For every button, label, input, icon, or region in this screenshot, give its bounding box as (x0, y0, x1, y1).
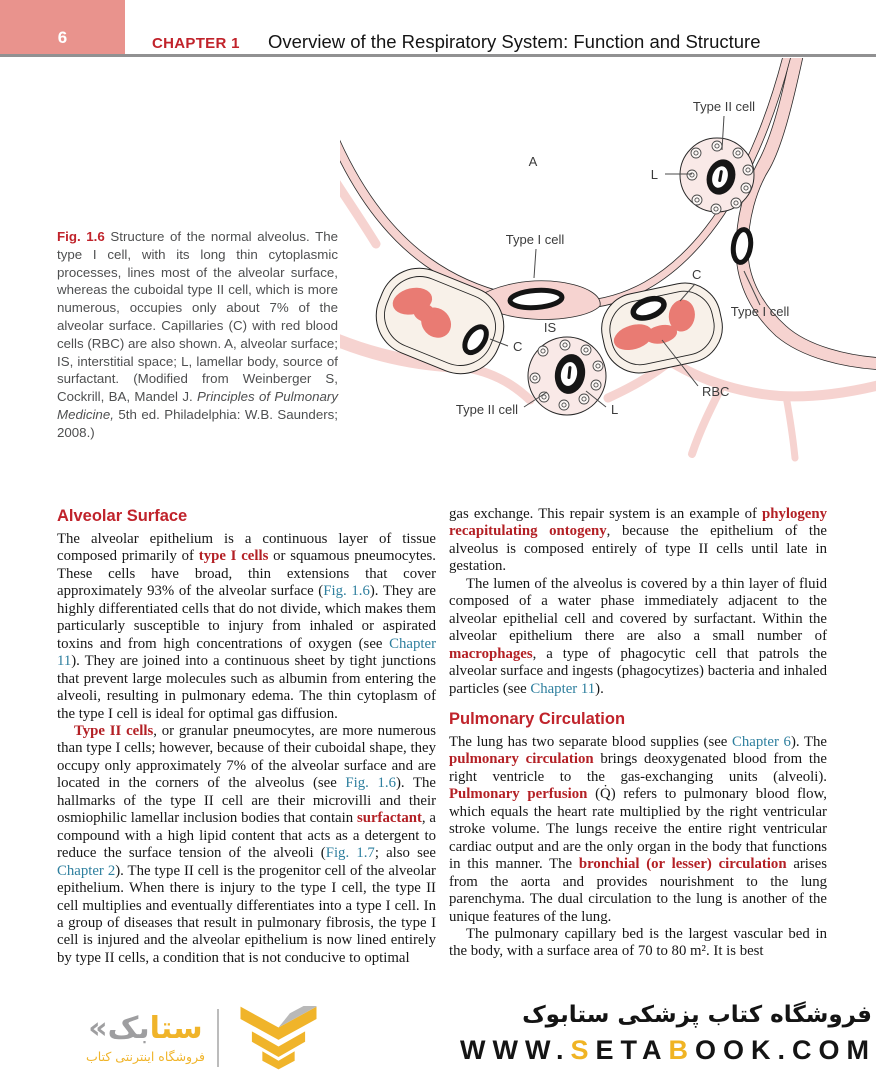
text-segment: bronchial (or lesser) circulation (578, 856, 787, 873)
paragraph (449, 926, 827, 961)
text-segment: macrophages (449, 645, 533, 662)
text-segment: The pulmonary capillary bed is the largest vascular bed in the body, with a surface area of 70 to 80 m². It is best (449, 925, 827, 960)
label-lamellar-bottom: L (611, 402, 619, 417)
logo-chevron-mark: « (88, 1011, 108, 1046)
logo-wordmark (88, 1012, 202, 1046)
alveolus-diagram (340, 58, 876, 466)
text-segment: The lung has two separate blood supplies (see (449, 733, 733, 750)
text-segment: S (570, 1035, 596, 1065)
text-segment: ETA (595, 1035, 669, 1065)
label-type1-right: Type I cell (730, 304, 790, 319)
text-segment: ). They are joined into a continuous sheet by tight junctions that prevent large molecules such as albumin from entering the alveoli, resulting in pulmonary edema. The thin cytoplasm of the type I cell is ideal for optimal gas diffusion. (57, 653, 436, 722)
footer-watermark (0, 998, 876, 1080)
header-rule (0, 54, 876, 57)
text-segment: Fig. 1.6 (57, 229, 105, 244)
type1-nucleus (509, 289, 562, 310)
label-lamellar-top: L (650, 167, 658, 182)
paragraph (449, 576, 827, 698)
text-segment: Structure of the normal alveolus. The type I cell, with its long thin cytoplasmic processes, lines most of the alveolar surface, whereas the cuboidal type II cell, which is more numerous, occupies only about 7% of the alveolar surface. Capillaries (C) with red blood cells (RBC) are also shown. A, alveolar surface; IS, interstitial space; L, lamellar body, source of surfactant. (Modified from Weinberger S, Cockrill, BA, Mandel J. (57, 229, 339, 405)
text-segment: ). The hallmarks of the type II cell are their microvilli and their osmiophilic lamellar inclusion bodies that contain (57, 775, 436, 827)
text-segment: ; also see (374, 845, 436, 862)
label-type1-center: Type I cell (505, 232, 565, 247)
logo-wordmark-block (86, 1012, 205, 1064)
chevron-emblem-icon (231, 1006, 326, 1070)
figure-caption (57, 228, 338, 442)
text-segment: Principles of Pulmonary Medicine, (57, 389, 338, 422)
cross-reference-link[interactable]: Chapter 2 (57, 862, 116, 879)
paragraph (57, 723, 436, 967)
cross-reference-link[interactable]: Chapter 11 (57, 635, 436, 670)
column-left (57, 506, 436, 967)
text-segment: OOK.COM (695, 1035, 876, 1065)
logo-divider (217, 1009, 219, 1067)
chapter-label: CHAPTER 1 (152, 35, 240, 52)
text-segment: ). The type II cell is the progenitor cell of the alveolar epithelium. When there is injury to the type I cell, the type II cell multiplies and eventually differentiates into a type I cell. In a group of diseases that result in pulmonary fibrosis, the type I cell is injured and the alveolar epithelium is now lined entirely by type II cells, a condition that is not conducive to optimal (57, 862, 436, 966)
logo-wordmark-gray: بک (107, 1011, 150, 1046)
type2-cell-bottom (528, 337, 606, 415)
cross-reference-link[interactable]: Chapter 6 (732, 733, 791, 750)
logo-wordmark-gold: ستا (149, 1011, 203, 1046)
cross-reference-link[interactable]: Fig. 1.6 (323, 583, 370, 600)
text-segment: Type II cells (74, 722, 154, 739)
text-segment: arises from the aorta and provides nourishment to the lung parenchyma. The dual circulation to the lung is another of the unique features of the lung. (449, 856, 828, 925)
paragraph (57, 531, 436, 723)
label-interstitial-space: IS (543, 320, 557, 335)
text-segment: or squamous pneumocytes. These cells have broad, thin extensions that cover approximately 93% of the alveolar surface ( (57, 548, 436, 600)
cross-reference-link[interactable]: Fig. 1.6 (345, 775, 396, 792)
cross-reference-link[interactable]: Fig. 1.7 (325, 845, 375, 862)
chapter-title: Overview of the Respiratory System: Function and Structure (268, 31, 761, 52)
text-segment: , a type of phagocytic cell that patrols the alveolar surface and ingests (phagocytizes) bacteria and inhaled particles (see (449, 645, 827, 697)
text-segment: (Q̇) refers to pulmonary blood flow, which equals the heart rate multiplied by the right ventricular stroke volume. The lungs receive the entire right ventricular cardiac output and are the only organ in the body that functions in this manner. The (449, 786, 827, 873)
text-segment: Pulmonary perfusion (449, 786, 588, 803)
capillary-left (364, 256, 516, 386)
label-capillary-left: C (513, 339, 523, 354)
septal-wall-right (736, 58, 876, 370)
text-segment: B (668, 1035, 695, 1065)
cross-reference-link[interactable]: Chapter 11 (530, 680, 596, 697)
text-segment: 5th ed. Philadelphia: W.B. Saunders; 2008.) (57, 406, 338, 440)
capillary-right (595, 276, 729, 379)
site-url[interactable] (460, 1035, 876, 1066)
logo-tagline: فروشگاه اینترنتی کتاب (86, 1049, 205, 1064)
label-rbc: RBC (702, 384, 730, 399)
text-segment: WWW. (460, 1035, 571, 1065)
paragraph (449, 506, 827, 576)
text-segment: , or granular pneumocytes, are more numerous than type I cells; however, because of their cuboidal shape, they occupy only approximately 7% of the alveolar surface and are located in the corners of the alveolus (see (57, 722, 436, 792)
text-segment: gas exchange. This repair system is an example of (449, 506, 763, 522)
text-segment: The alveolar epithelium is a continuous layer of tissue composed primarily of (57, 531, 436, 565)
paragraph (449, 734, 827, 926)
label-alveolar-space: A (528, 154, 538, 169)
text-segment: brings deoxygenated blood from the right ventricle to the gas-exchanging units (alveoli). (449, 751, 827, 785)
text-segment: ). (595, 680, 604, 697)
text-segment: The lumen of the alveolus is covered by a thin layer of fluid composed of a water phase immediately adjacent to the alveolar epithelial cell and covered by surfactant. Within the alveolar epithelium there are also a small number of (449, 575, 827, 645)
text-segment: ). They are highly differentiated cells that do not divide, which makes them particularly susceptible to injury from inhaled or aspirated toxins and from high concentrations of oxygen (see (57, 583, 436, 652)
text-segment: , because the epithelium of the alveolus is composed entirely of type II cells until late in gestation. (449, 523, 827, 575)
label-type2-top: Type II cell (692, 99, 756, 114)
page-number-box (0, 0, 125, 55)
store-title-farsi: فروشگاه کتاب پزشکی ستابوک (522, 1002, 872, 1028)
label-capillary-right: C (692, 267, 702, 282)
text-segment: phylogeny recapitulating ontogeny (449, 506, 827, 540)
page-number: 6 (57, 28, 68, 47)
column-right (449, 506, 827, 961)
section-heading-pulmonary-circulation: Pulmonary Circulation (449, 709, 626, 728)
section-heading-alveolar-surface: Alveolar Surface (57, 507, 188, 525)
label-type2-bottom: Type II cell (455, 402, 518, 417)
text-segment: ). The (790, 733, 827, 750)
setabook-logo (86, 1006, 326, 1070)
text-segment: , a compound with a high lipid content that acts as a detergent to reduce the surface tension of the alveoli ( (57, 810, 437, 862)
text-segment: surfactant (356, 810, 422, 827)
type1-nucleus-right (731, 228, 752, 263)
text-segment: type I cells (198, 548, 269, 565)
text-segment: pulmonary circulation (449, 751, 594, 768)
